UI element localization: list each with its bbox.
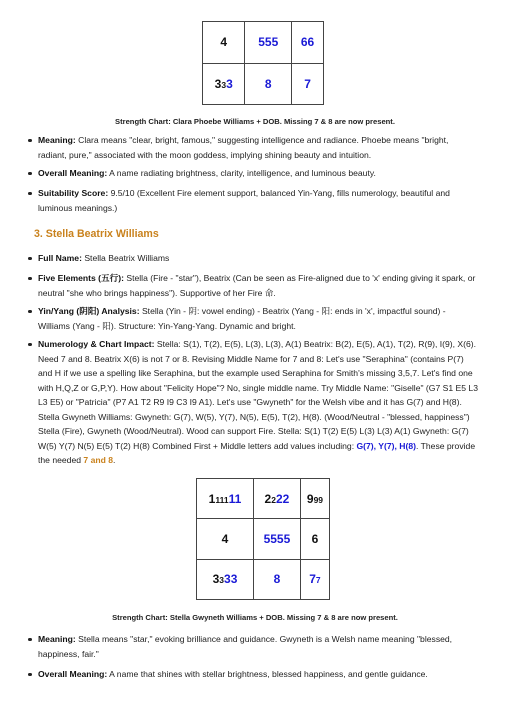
- chart-cell: 4: [203, 22, 245, 64]
- section-heading: 3. Stella Beatrix Williams: [34, 228, 159, 240]
- list-item: Suitability Score: 9.5/10 (Excellent Fire element support, balanced Yin-Yang, fills numerology, beautiful and luminous meanings.): [38, 186, 478, 215]
- chart-cell: 77: [300, 559, 329, 599]
- chart-cell: 66: [292, 22, 324, 64]
- chart-cell: 4: [197, 519, 254, 559]
- strength-chart-clara: [202, 21, 324, 105]
- list-item: Full Name: Stella Beatrix Williams: [38, 251, 478, 266]
- chart-cell: 3333: [197, 559, 254, 599]
- chart-cell: 555: [245, 22, 292, 64]
- chart-caption: Strength Chart: Stella Gwyneth Williams + DOB. Missing 7 & 8 are now present.: [112, 613, 398, 622]
- chart-cell: 6: [300, 519, 329, 559]
- list-item: Five Elements (五行): Stella (Fire - "star"), Beatrix (Can be seen as Fire-aligned due to 'x' ending giving it spark, or neutral "she who brings happiness"). Supportive of her Fire 命.: [38, 271, 478, 300]
- strength-chart-stella: [196, 478, 330, 600]
- chart-cell: 5555: [253, 519, 300, 559]
- list-item: Yin/Yang (阴阳) Analysis: Stella (Yin - 阴: vowel ending) - Beatrix (Yang - 阳: ends in 'x', impactful sound) - Williams (Yang - 阳). Structure: Yin-Yang-Yang. Dynamic and bright.: [38, 304, 478, 333]
- chart-caption: Strength Chart: Clara Phoebe Williams + DOB. Missing 7 & 8 are now present.: [115, 117, 395, 126]
- chart-cell: 333: [203, 63, 245, 105]
- chart-cell: 999: [300, 479, 329, 519]
- chart-cell: 2222: [253, 479, 300, 519]
- list-item: Meaning: Clara means "clear, bright, famous," suggesting intelligence and radiance. Phoebe means "bright, radiant, pure," associated with the moon goddess, implying shining beauty and intuition.: [38, 133, 478, 162]
- chart-cell: 111111: [197, 479, 254, 519]
- list-item: Numerology & Chart Impact: Stella: S(1), T(2), E(5), L(3), L(3), A(1) Beatrix: B(2), E(5), A(1), T(2), R(9), I(9), X(6). Need 7 and 8. Beatrix X(6) is not 7 or 8. Revising Middle Name for 7 and 8: Let's use "Seraphina" (contains P(7) and H if we use a spelling like Seraphina, but the example used Seraphina for Smith's missing 3,5,7. Let's find one with H,Q,Z or G,P,Y). How about "Felicity Hope"? No, single middle name. Try Middle Name: "Giselle" (G7 S1 E5 L3 L3 E5) or "Patricia" (P7 A1 T2 R9 I9 C3 I9 A1). Let's use "Gwyneth" for the Welsh vibe and it has G(7) and H(8). Stella Gwyneth Williams: Gwyneth: G(7), W(5), Y(7), N(5), E(5), T(2), H(8). (Wood/Neutral - "blessed, happiness") Stella (Fire), Gwyneth (Wood/Neutral). Wood can support Fire. Stella: S(1) T(2) E(5) L(3) L(3) A(1) Gwyneth: G(7) W(5) Y(7) N(5) E(5) T(2) H(8) Combined First + Middle letters add values including: G(7), Y(7), H(8). These provide the needed 7 and 8.: [38, 337, 478, 468]
- list-item: Overall Meaning: A name that shines with stellar brightness, blessed happiness, and gentle guidance.: [38, 667, 478, 682]
- chart-cell: 8: [245, 63, 292, 105]
- list-item: Overall Meaning: A name radiating brightness, clarity, intelligence, and luminous beauty.: [38, 166, 478, 181]
- chart-cell: 8: [253, 559, 300, 599]
- list-item: Meaning: Stella means "star," evoking brilliance and guidance. Gwyneth is a Welsh name meaning "blessed, happiness, fair.": [38, 632, 478, 661]
- chart-cell: 7: [292, 63, 324, 105]
